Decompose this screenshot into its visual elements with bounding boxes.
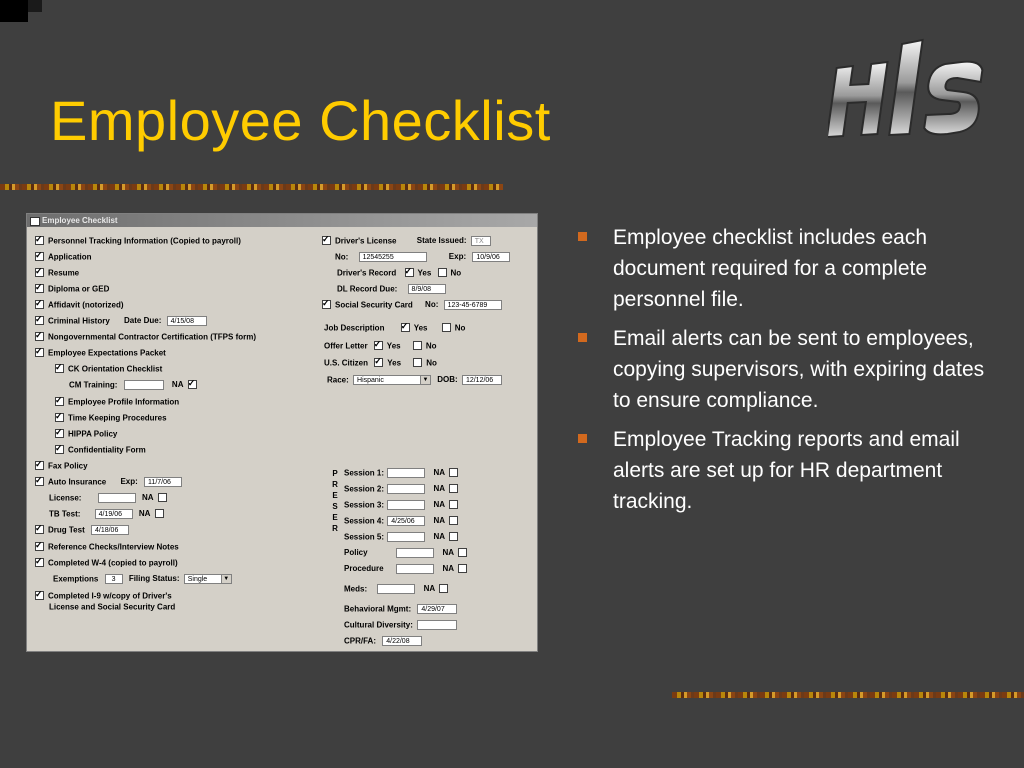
row-drug (35, 523, 129, 536)
session2-na-checkbox[interactable] (449, 484, 458, 493)
row-session3 (344, 498, 462, 511)
ck-orientation-checkbox[interactable] (55, 364, 64, 373)
row-application (35, 250, 92, 263)
offer-label: Offer Letter (324, 341, 368, 351)
citizen-yes-label: Yes (387, 358, 402, 368)
perser-vertical-label (330, 468, 340, 534)
session4-na-label: NA (433, 516, 446, 526)
row-cultural (344, 618, 457, 631)
policy-na-label: NA (442, 548, 455, 558)
decorative-stripe-bottom (672, 692, 1024, 698)
session4-na-checkbox[interactable] (449, 516, 458, 525)
race-select[interactable] (353, 375, 431, 385)
session1-field[interactable] (387, 468, 425, 478)
application-label: Application (48, 252, 92, 262)
citizen-yes-checkbox[interactable] (374, 358, 383, 367)
perser-letter: E (332, 513, 338, 522)
chevron-down-icon[interactable]: ▼ (420, 376, 430, 384)
criminal-label: Criminal History (48, 316, 110, 326)
procedure-field[interactable] (396, 564, 434, 574)
row-i9-line2 (49, 600, 175, 613)
drug-label: Drug Test (48, 525, 85, 535)
date-due-field[interactable]: 4/15/08 (167, 316, 207, 326)
procedure-label: Procedure (344, 564, 384, 574)
policy-na-checkbox[interactable] (458, 548, 467, 557)
row-diploma (35, 282, 109, 295)
exemptions-label: Exemptions (53, 574, 99, 584)
drug-date-field[interactable]: 4/18/06 (91, 525, 129, 535)
drug-checkbox[interactable] (35, 525, 44, 534)
row-resume (35, 266, 79, 279)
hippa-checkbox[interactable] (55, 429, 64, 438)
auto-exp-label: Exp: (120, 477, 138, 487)
row-profile (55, 395, 179, 408)
behavioral-label: Behavioral Mgmt: (344, 604, 412, 614)
row-tb-test (49, 507, 168, 520)
job-desc-yes-label: Yes (413, 323, 428, 333)
bullet-item (578, 323, 998, 416)
ssc-checkbox[interactable] (322, 300, 331, 309)
timekeeping-checkbox[interactable] (55, 413, 64, 422)
row-session4 (344, 514, 462, 527)
job-desc-no-checkbox[interactable] (442, 323, 451, 332)
employee-checklist-form (26, 213, 538, 652)
affidavit-checkbox[interactable] (35, 300, 44, 309)
row-dl-record-due (337, 282, 446, 295)
session4-field[interactable]: 4/25/06 (387, 516, 425, 526)
diploma-label: Diploma or GED (48, 284, 110, 294)
row-job-desc (324, 321, 465, 334)
perser-letter: E (332, 491, 338, 500)
affidavit-label: Affidavit (notorized) (48, 300, 124, 310)
license-na-checkbox[interactable] (158, 493, 167, 502)
offer-no-checkbox[interactable] (413, 341, 422, 350)
row-offer (324, 339, 437, 352)
row-timekeeping (55, 411, 167, 424)
slide-title: Employee Checklist (50, 89, 551, 152)
driver-record-yes-checkbox[interactable] (405, 268, 414, 277)
dl-no-label: No: (335, 252, 349, 262)
ck-orientation-label: CK Orientation Checklist (68, 364, 163, 374)
meds-na-label: NA (423, 584, 436, 594)
offer-yes-label: Yes (386, 341, 401, 351)
cpr-label: CPR/FA: (344, 636, 376, 646)
nongov-checkbox[interactable] (35, 332, 44, 341)
row-exemptions (53, 572, 232, 585)
personnel-label: Personnel Tracking Information (Copied to payroll) (48, 236, 241, 246)
policy-field[interactable] (396, 548, 434, 558)
w4-checkbox[interactable] (35, 558, 44, 567)
square-bullet-icon (578, 232, 587, 241)
perser-letter: P (332, 469, 338, 478)
row-driver-record (337, 266, 461, 279)
dob-field[interactable]: 12/12/06 (462, 375, 502, 385)
dl-checkbox[interactable] (322, 236, 331, 245)
session1-na-label: NA (433, 468, 446, 478)
row-procedure (344, 562, 471, 575)
row-race (327, 373, 502, 386)
dl-exp-field[interactable]: 10/9/06 (472, 252, 510, 262)
job-desc-label: Job Description (324, 323, 385, 333)
meds-label: Meds: (344, 584, 368, 594)
timekeeping-label: Time Keeping Procedures (68, 413, 167, 423)
form-window-title: Employee Checklist (42, 216, 118, 225)
profile-checkbox[interactable] (55, 397, 64, 406)
dob-label: DOB: (437, 375, 458, 385)
job-desc-no-label: No (454, 323, 466, 333)
policy-label: Policy (344, 548, 368, 558)
diploma-checkbox[interactable] (35, 284, 44, 293)
row-personnel (35, 234, 241, 247)
row-ck-orientation (55, 362, 162, 375)
w4-label: Completed W-4 (copied to payroll) (48, 558, 178, 568)
i9-label-line2: License and Social Security Card (49, 602, 176, 612)
dl-no-field[interactable]: 12545255 (359, 252, 427, 262)
auto-exp-field[interactable]: 11/7/06 (144, 477, 182, 487)
bullet-text: Employee checklist includes each document required for a complete personnel file. (613, 226, 928, 311)
cpr-field[interactable]: 4/22/08 (382, 636, 422, 646)
corner-block-small (28, 0, 42, 12)
perser-letter: R (332, 480, 338, 489)
form-titlebar (27, 214, 537, 227)
resume-checkbox[interactable] (35, 268, 44, 277)
fax-label: Fax Policy (48, 461, 88, 471)
row-cpr (344, 634, 422, 647)
citizen-no-label: No (426, 358, 437, 368)
meds-field[interactable] (377, 584, 415, 594)
square-bullet-icon (578, 434, 587, 443)
i9-checkbox[interactable] (35, 591, 44, 600)
row-hippa (55, 427, 117, 440)
filing-status-select[interactable] (184, 574, 232, 584)
row-session5 (344, 530, 462, 543)
dl-label: Driver's License (335, 236, 397, 246)
bullet-text: Email alerts can be sent to employees, copying supervisors, with expiring dates to ensure compliance. (613, 327, 985, 412)
row-auto (35, 475, 182, 488)
citizen-label: U.S. Citizen (324, 358, 369, 368)
filing-status-label: Filing Status: (128, 574, 180, 584)
perser-letter: S (332, 502, 338, 511)
reference-checkbox[interactable] (35, 542, 44, 551)
filing-status-value: Single (187, 575, 208, 583)
session1-na-checkbox[interactable] (449, 468, 458, 477)
tb-test-na-label: NA (138, 509, 151, 519)
session2-label: Session 2: (344, 484, 385, 494)
dl-record-due-field[interactable]: 8/9/08 (408, 284, 446, 294)
session1-label: Session 1: (344, 468, 385, 478)
auto-checkbox[interactable] (35, 477, 44, 486)
row-dl-no (335, 250, 510, 263)
reference-label: Reference Checks/Interview Notes (48, 542, 179, 552)
procedure-na-checkbox[interactable] (458, 564, 467, 573)
row-citizen (324, 356, 437, 369)
row-w4 (35, 556, 178, 569)
session5-na-checkbox[interactable] (449, 532, 458, 541)
ssc-no-field[interactable]: 123-45-6789 (444, 300, 502, 310)
row-session1 (344, 466, 462, 479)
state-issued-label: State Issued: (416, 236, 467, 246)
session2-na-label: NA (433, 484, 446, 494)
hippa-label: HIPPA Policy (68, 429, 118, 439)
tb-test-na-checkbox[interactable] (155, 509, 164, 518)
tb-test-label: TB Test: (49, 509, 81, 519)
state-issued-field[interactable]: TX (471, 236, 491, 246)
row-dl (322, 234, 491, 247)
expectations-checkbox[interactable] (35, 348, 44, 357)
behavioral-field[interactable]: 4/29/07 (417, 604, 457, 614)
cultural-field[interactable] (417, 620, 457, 630)
procedure-na-label: NA (442, 564, 455, 574)
session5-label: Session 5: (344, 532, 385, 542)
row-ssc (322, 298, 502, 311)
window-icon (30, 217, 40, 226)
dl-exp-label: Exp: (448, 252, 467, 262)
row-confidentiality (55, 443, 146, 456)
row-meds (344, 582, 452, 595)
offer-no-label: No (425, 341, 437, 351)
offer-yes-checkbox[interactable] (374, 341, 383, 350)
bullet-list (578, 222, 998, 525)
tb-test-field[interactable]: 4/19/06 (95, 509, 133, 519)
driver-record-no-checkbox[interactable] (438, 268, 447, 277)
row-license (49, 491, 171, 504)
corner-block (0, 0, 28, 22)
license-label: License: (49, 493, 82, 503)
personnel-checkbox[interactable] (35, 236, 44, 245)
nongov-label: Nongovernmental Contractor Certification (TFPS form) (48, 332, 257, 342)
session3-label: Session 3: (344, 500, 385, 510)
meds-na-checkbox[interactable] (439, 584, 448, 593)
row-fax (35, 459, 88, 472)
row-affidavit (35, 298, 124, 311)
confidentiality-label: Confidentiality Form (68, 445, 146, 455)
cm-training-field[interactable] (124, 380, 164, 390)
row-expectations (35, 346, 166, 359)
session5-na-label: NA (433, 532, 446, 542)
license-field[interactable] (98, 493, 136, 503)
cm-training-label: CM Training: (69, 380, 118, 390)
perser-letter: R (332, 524, 338, 533)
auto-label: Auto Insurance (48, 477, 107, 487)
application-checkbox[interactable] (35, 252, 44, 261)
row-reference (35, 540, 179, 553)
session3-field[interactable] (387, 500, 425, 510)
citizen-no-checkbox[interactable] (413, 358, 422, 367)
session4-label: Session 4: (344, 516, 385, 526)
row-nongov (35, 330, 256, 343)
cm-training-na-label: NA (171, 380, 184, 390)
session5-field[interactable] (387, 532, 425, 542)
driver-record-label: Driver's Record (337, 268, 397, 278)
row-criminal (35, 314, 207, 327)
session2-field[interactable] (387, 484, 425, 494)
confidentiality-checkbox[interactable] (55, 445, 64, 454)
ssc-label: Social Security Card (335, 300, 413, 310)
resume-label: Resume (48, 268, 80, 278)
bullet-text: Employee Tracking reports and email alerts are set up for HR department tracking. (613, 428, 960, 513)
license-na-label: NA (141, 493, 154, 503)
job-desc-yes-checkbox[interactable] (401, 323, 410, 332)
square-bullet-icon (578, 333, 587, 342)
dl-record-due-label: DL Record Due: (337, 284, 398, 294)
row-session2 (344, 482, 462, 495)
fax-checkbox[interactable] (35, 461, 44, 470)
criminal-checkbox[interactable] (35, 316, 44, 325)
cultural-label: Cultural Diversity: (344, 620, 413, 630)
chevron-down-icon[interactable]: ▼ (221, 575, 231, 583)
row-behavioral (344, 602, 457, 615)
exemptions-field[interactable]: 3 (105, 574, 123, 584)
cm-training-na-checkbox[interactable] (188, 380, 197, 389)
date-due-label: Date Due: (124, 316, 162, 326)
decorative-stripe-top (0, 184, 503, 190)
race-value: Hispanic (357, 376, 384, 384)
his-logo (828, 30, 993, 140)
driver-record-no-label: No (450, 268, 462, 278)
row-policy (344, 546, 471, 559)
session3-na-label: NA (433, 500, 446, 510)
ssc-no-label: No: (425, 300, 439, 310)
profile-label: Employee Profile Information (68, 397, 180, 407)
bullet-item (578, 222, 998, 315)
race-label: Race: (327, 375, 349, 385)
session3-na-checkbox[interactable] (449, 500, 458, 509)
expectations-label: Employee Expectations Packet (48, 348, 166, 358)
i9-label-line1: Completed I-9 w/copy of Driver's (48, 591, 172, 601)
driver-record-yes-label: Yes (417, 268, 432, 278)
bullet-item (578, 424, 998, 517)
row-cm-training (69, 378, 201, 391)
